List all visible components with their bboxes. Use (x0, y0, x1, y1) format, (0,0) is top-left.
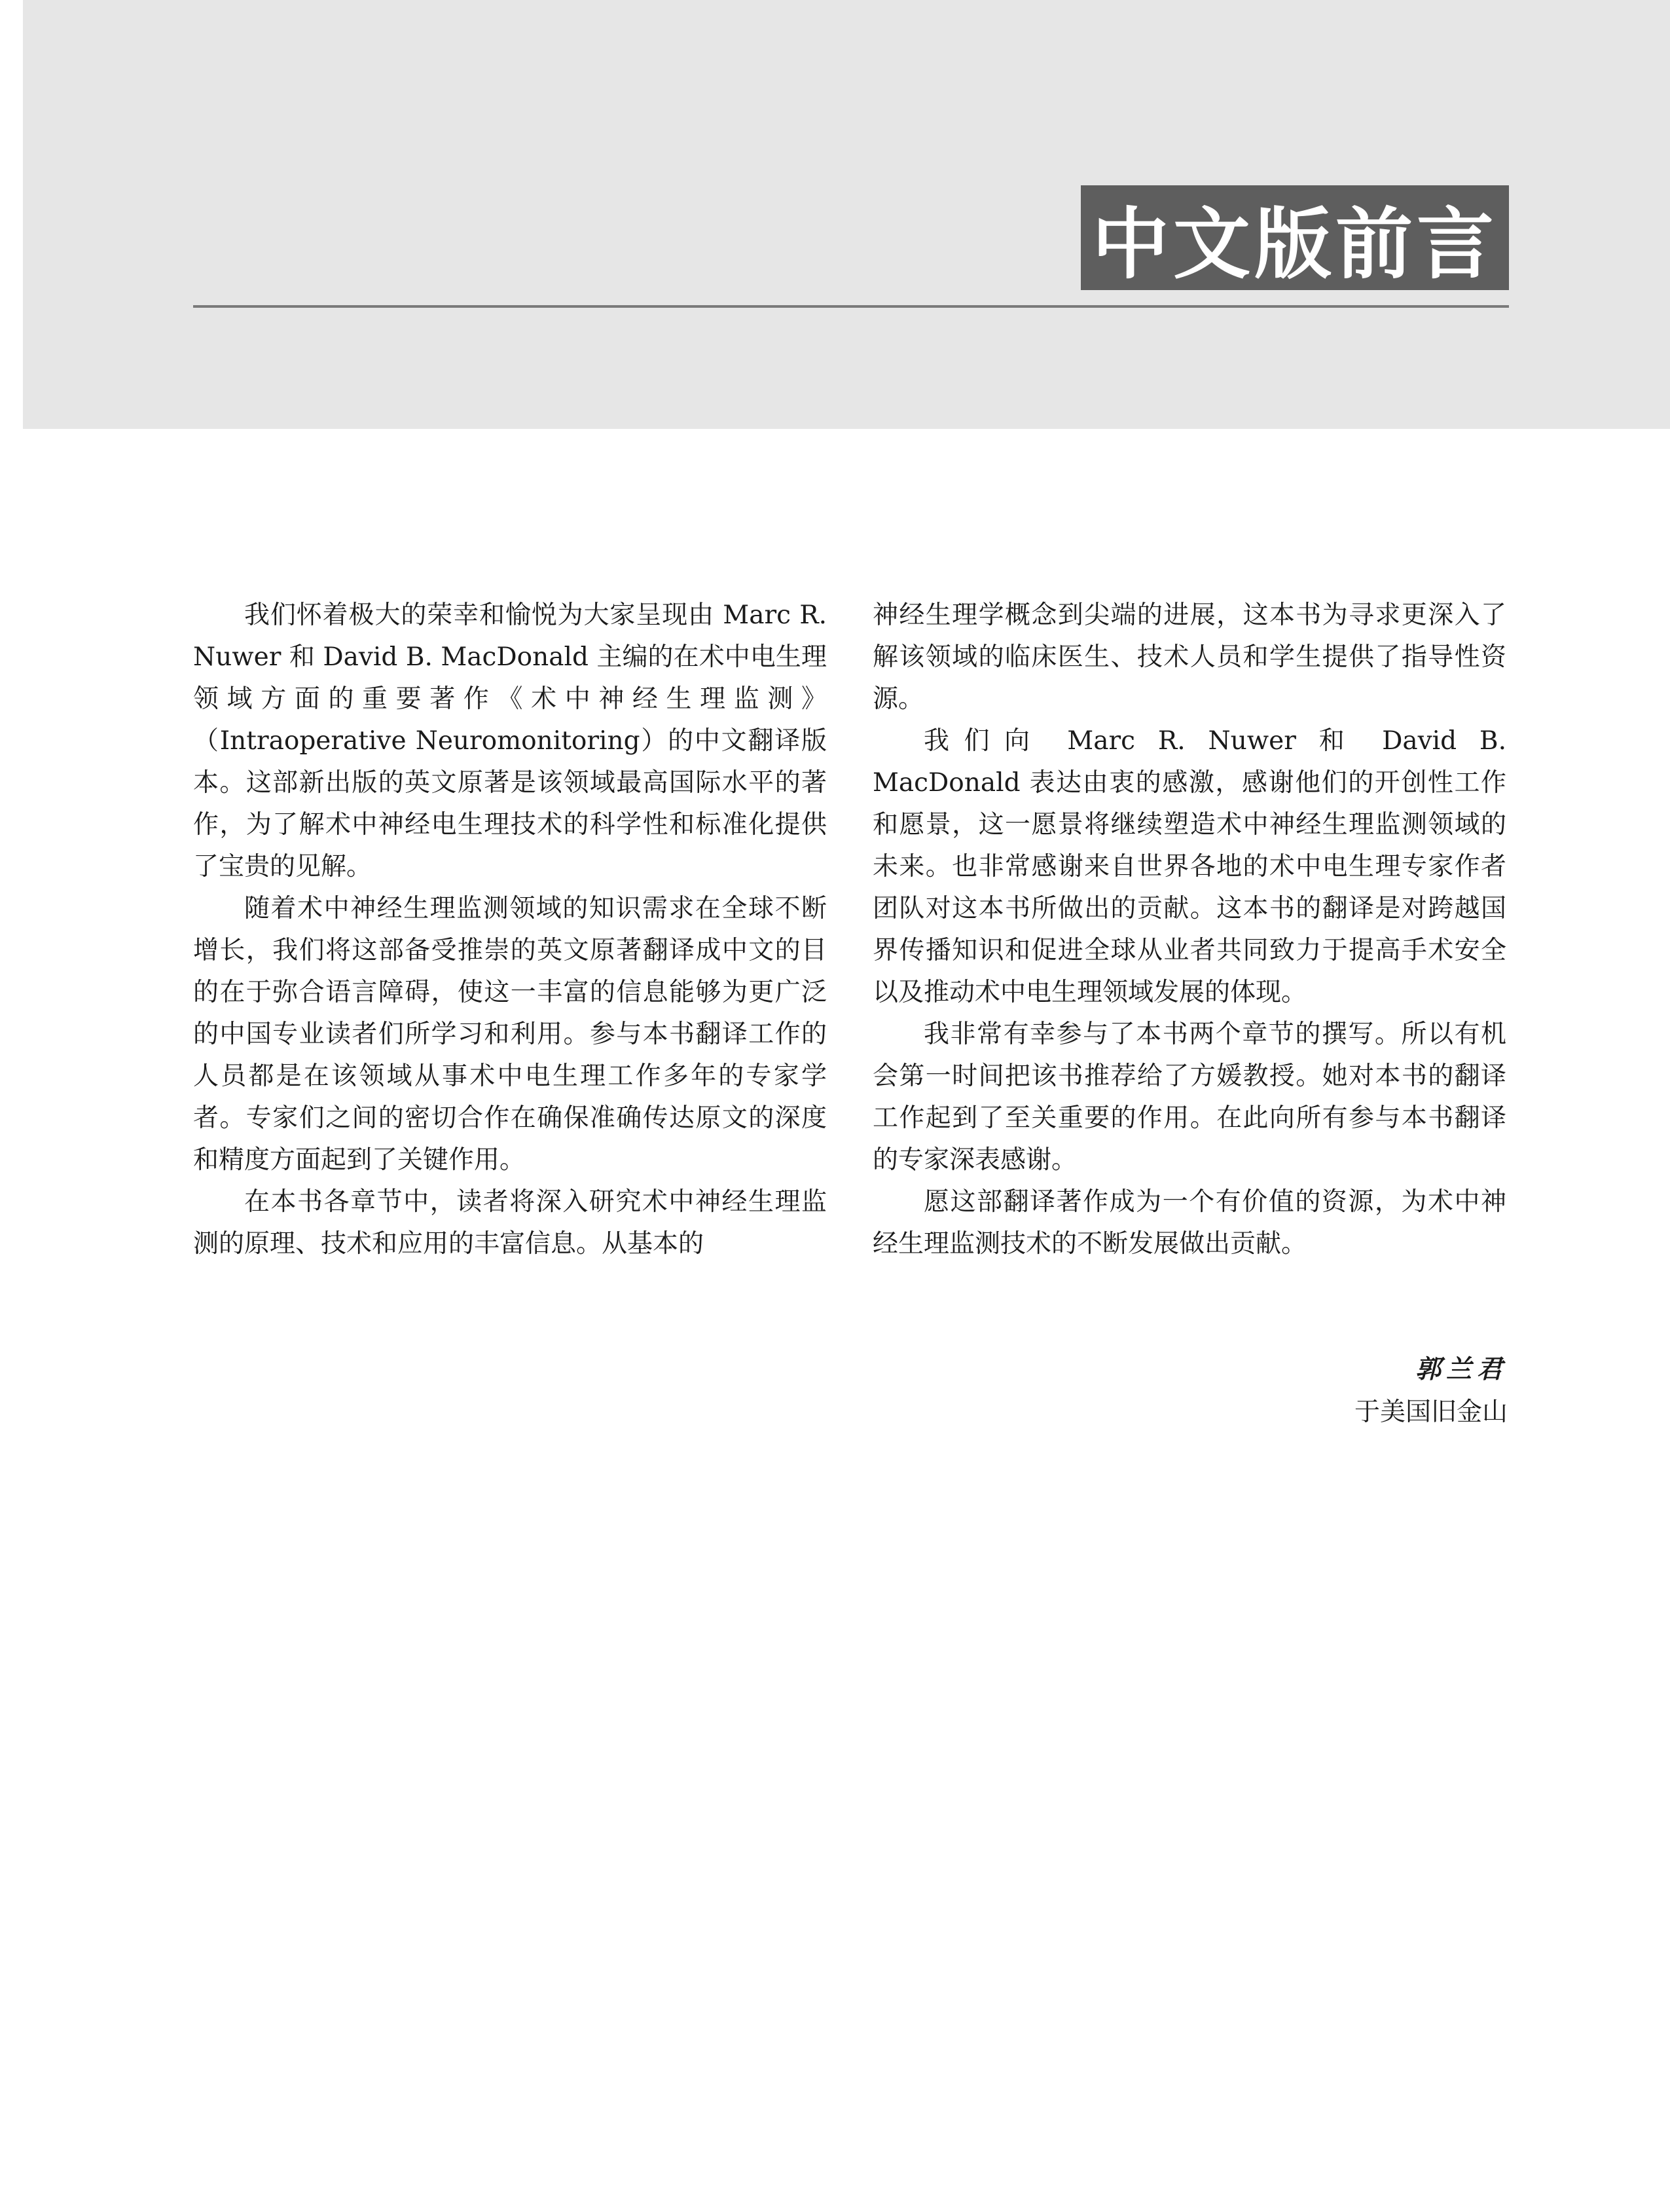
right-column (873, 595, 1506, 1265)
signature-location: 于美国旧金山 (1354, 1397, 1508, 1427)
signature-block (1354, 1348, 1508, 1434)
paragraph-continued: 神经生理学概念到尖端的进展，这本书为寻求更深入了解该领域的临床医生、技术人员和学生提供了指导性资源。 (873, 600, 1506, 714)
page-title-box (1081, 185, 1509, 290)
signature-name: 郭兰君 (1415, 1354, 1508, 1384)
paragraph-gratitude: 我们向 Marc R. Nuwer 和 David B. MacDonald 表达由衷的感激，感谢他们的开创性工作和愿景，这一愿景将继续塑造术中神经生理监测领域的未来。也非常感谢来自世界各地的术中电生理专家作者团队对这本书所做出的贡献。这本书的翻译是对跨越国界传播知识和促进全球从业者共同致力于提高手术安全以及推动术中电生理领域发展的体现。 (873, 726, 1506, 1007)
paragraph-translation-purpose: 随着术中神经生理监测领域的知识需求在全球不断增长，我们将这部备受推崇的英文原著翻译成中文的目的在于弥合语言障碍，使这一丰富的信息能够为更广泛的中国专业读者们所学习和利用。参与本书翻译工作的人员都是在该领域从事术中电生理工作多年的专家学者。专家们之间的密切合作在确保准确传达原文的深度和精度方面起到了关键作用。 (193, 894, 827, 1175)
paragraph-content-overview: 在本书各章节中，读者将深入研究术中神经生理监测的原理、技术和应用的丰富信息。从基本的 (193, 1187, 827, 1259)
page-title: 中文版前言 (1091, 198, 1498, 289)
paragraph-closing: 愿这部翻译著作成为一个有价值的资源，为术中神经生理监测技术的不断发展做出贡献。 (873, 1187, 1506, 1259)
title-divider (193, 305, 1509, 308)
left-column (193, 595, 827, 1265)
paragraph-intro: 我们怀着极大的荣幸和愉悦为大家呈现由 Marc R. Nuwer 和 David B. MacDonald 主编的在术中电生理领域方面的重要著作《术中神经生理监测》（Intraoperative Neuromonitoring）的中文翻译版本。这部新出版的英文原著是该领域最高国际水平的著作，为了解术中神经电生理技术的科学性和标准化提供了宝贵的见解。 (193, 600, 827, 881)
paragraph-participation: 我非常有幸参与了本书两个章节的撰写。所以有机会第一时间把该书推荐给了方媛教授。她对本书的翻译工作起到了至关重要的作用。在此向所有参与本书翻译的专家深表感谢。 (873, 1020, 1506, 1175)
